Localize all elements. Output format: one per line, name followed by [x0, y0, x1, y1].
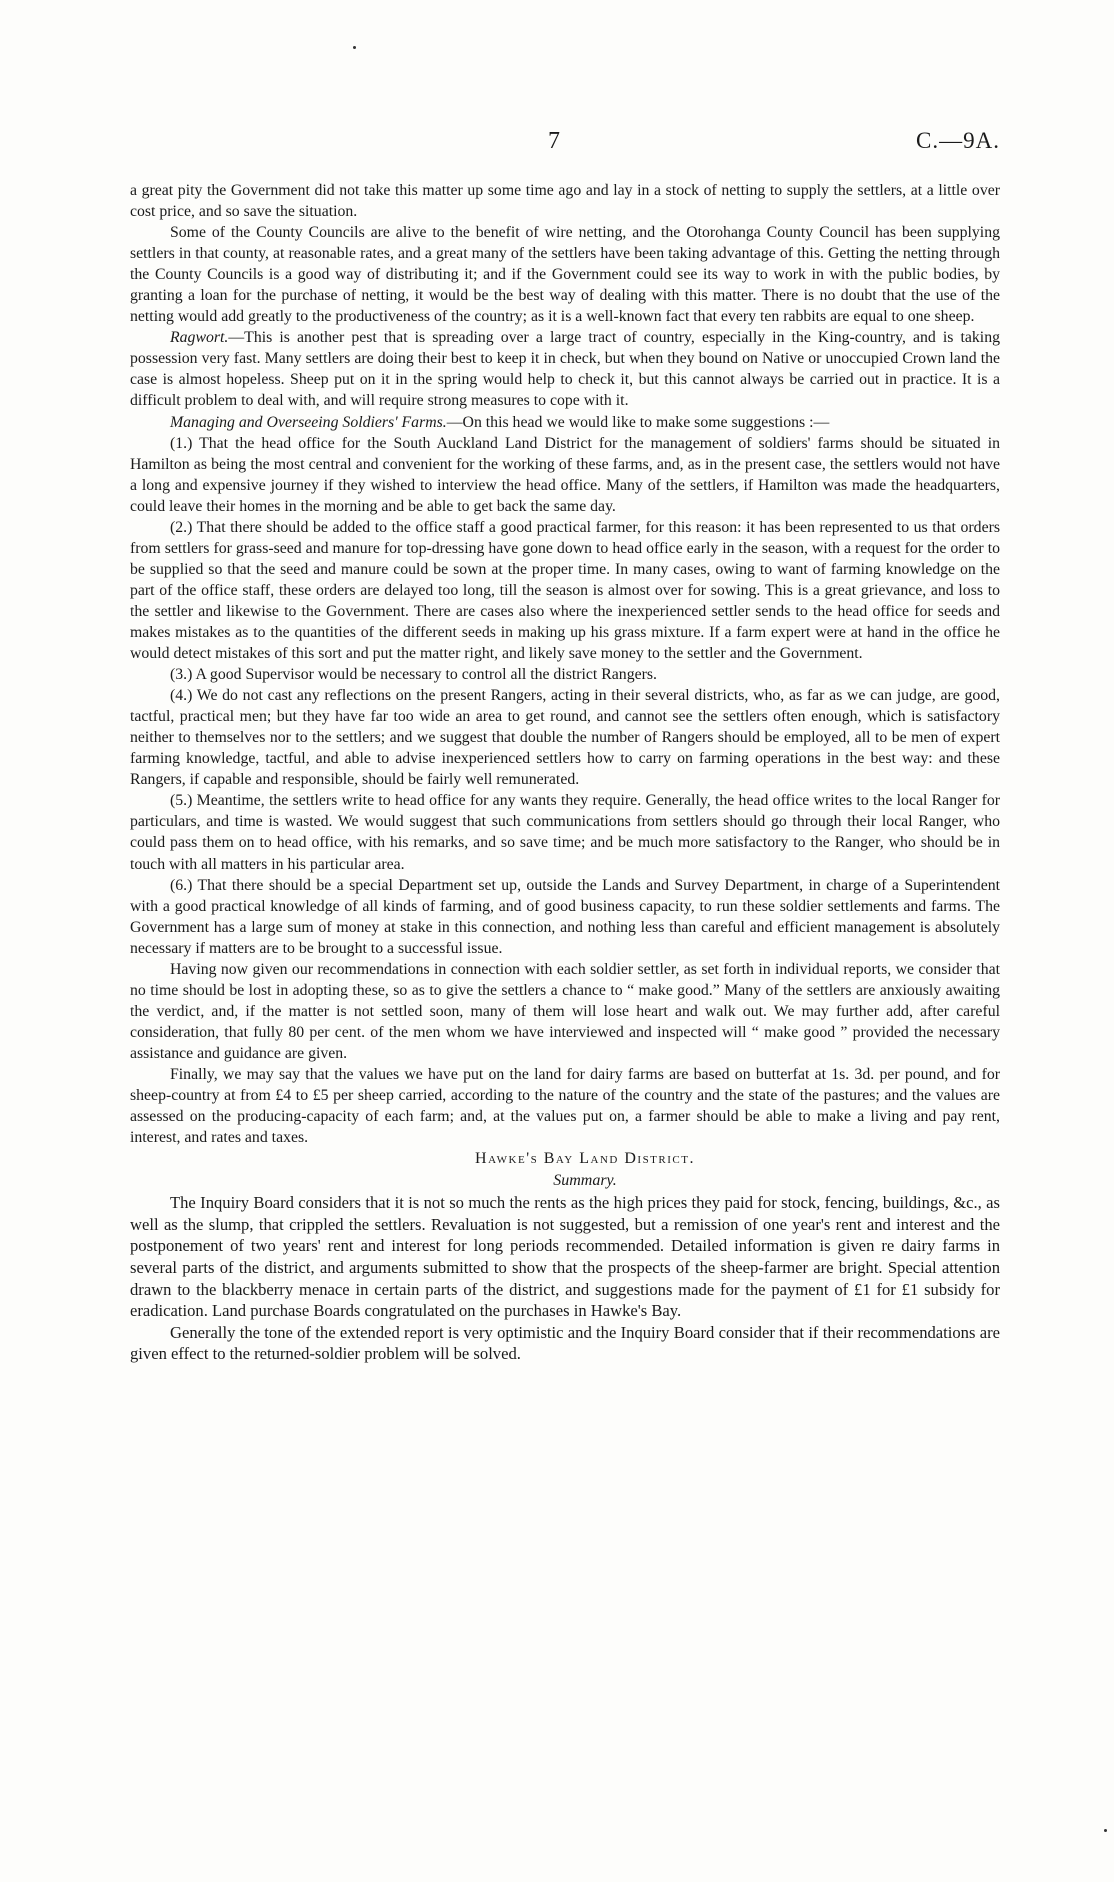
paragraph-lead: Ragwort.	[170, 329, 229, 347]
paragraph	[130, 412, 1000, 433]
paper-code: C.—9A.	[916, 128, 1000, 153]
summary-paragraph: The Inquiry Board considers that it is not so much the rents as the high prices they paid for stock, fencing, buildings, &c., as well as the slump, that crippled the settlers. Revaluation is not suggested, but a remission of one year's rent and interest and the postponement of two years' rent and interest for long periods recommended. Detailed information is given re dairy farms in several parts of the district, and arguments submitted to show that the prospects of the sheep-farmer are bright. Special attention drawn to the blackberry menace in certain parts of the district, and suggestions made for the payment of £1 for £1 subsidy for eradication. Land purchase Boards congratulated on the purchases in Hawke's Bay.	[130, 1193, 1000, 1321]
paragraph-text: —This is another pest that is spreading over a large tract of country, especially in the King-country, and is taking possession very fast. Many settlers are doing their best to keep it in check, but when they bound on Native or unoccupied Crown land the case is almost hopeless. Sheep put on it in the spring would help to check it, but this cannot always be carried out in practice. It is a difficult problem to deal with, and will require strong measures to cope with it.	[130, 329, 1000, 410]
page-number: 7	[548, 128, 560, 154]
scan-speck	[1104, 1829, 1107, 1832]
suggestion-item: (5.) Meantime, the settlers write to head office for any wants they require. Generally, the head office writes to the local Ranger for particulars, and time is wasted. We would suggest that such communications from settlers should go through their local Ranger, who could pass them on to head office, with his remarks, and so save time; and be much more satisfactory to the Ranger, who should be in touch with all matters in his particular area.	[130, 792, 1000, 873]
paragraph: Having now given our recommendations in connection with each soldier settler, as set forth in individual reports, we consider that no time should be lost in adopting these, so as to give the settlers a chance to “ make good.” Many of the settlers are anxiously awaiting the verdict, and, if the matter is not settled soon, many of them will lose heart and walk out. We may further add, after careful consideration, that fully 80 per cent. of the men whom we have interviewed and inspected will “ make good ” provided the necessary assistance and guidance are given.	[130, 960, 1000, 1062]
section-subheading: Summary.	[553, 1172, 617, 1190]
paragraph: a great pity the Government did not take this matter up some time ago and lay in a stock of netting to supply the settlers, at a little over cost price, and so save the situation.	[130, 182, 1000, 221]
paragraph: Some of the County Councils are alive to the benefit of wire netting, and the Otorohanga County Council has been supplying settlers in that county, at reasonable rates, and a great many of the settlers have been taking advantage of this. Getting the netting through the County Councils is a good way of distributing it; and if the Government could see its way to work in with the public bodies, by granting a loan for the purchase of netting, it would be the best way of dealing with this matter. There is no doubt that the use of the netting would add greatly to the productiveness of the country; as it is a well-known fact that every ten rabbits are equal to one sheep.	[130, 224, 1000, 326]
suggestion-item: (1.) That the head office for the South Auckland Land District for the management of soldiers' farms should be situated in Hamilton as being the most central and convenient for the working of these farms, and, as in the present case, the settlers would not have a long and expensive journey if they wished to interview the head office. Many of the settlers, if Hamilton was made the headquarters, could leave their homes in the morning and be able to get back the same day.	[130, 434, 1000, 515]
paragraph: Finally, we may say that the values we have put on the land for dairy farms are based on butterfat at 1s. 3d. per pound, and for sheep-country at from £4 to £5 per sheep carried, according to the nature of the country and the state of the pastures; and the values are assessed on the producing-capacity of each farm; and, at the values put on, a farmer should be able to make a living and pay rent, interest, and rates and taxes.	[130, 1065, 1000, 1147]
suggestion-item: (6.) That there should be a special Department set up, outside the Lands and Survey Department, in charge of a Superintendent with a good practical knowledge of all kinds of farming, and of good business capacity, to run these soldier settlements and farms. The Government has a large sum of money at stake in this connection, and nothing less than careful and efficient management is absolutely necessary if matters are to be brought to a successful issue.	[130, 876, 1000, 957]
paragraph	[130, 327, 1000, 411]
paragraph-lead: Managing and Overseeing Soldiers' Farms.	[170, 413, 447, 431]
scan-speck	[353, 46, 356, 49]
report-body	[130, 180, 1000, 1365]
suggestion-item: (3.) A good Supervisor would be necessary to control all the district Rangers.	[170, 666, 657, 684]
section-heading: Hawke's Bay Land District.	[475, 1150, 695, 1168]
summary-paragraph: Generally the tone of the extended report is very optimistic and the Inquiry Board consider that if their recommendations are given effect to the returned-soldier problem will be solved.	[130, 1322, 1000, 1364]
suggestion-item: (4.) We do not cast any reflections on the present Rangers, acting in their several districts, who, as far as we can judge, are good, tactful, practical men; but they have far too wide an area to get round, and cannot see the settlers often enough, which is satisfactory neither to themselves nor to the settlers; and we suggest that double the number of Rangers should be employed, all to be men of expert farming knowledge, tactful, and able to advise inexperienced settlers how to carry on farming operations in the best way: and these Rangers, if capable and responsible, should be fairly well remunerated.	[130, 687, 1000, 789]
page-header	[130, 128, 1000, 158]
paragraph-text: —On this head we would like to make some suggestions :—	[446, 413, 830, 431]
suggestion-item: (2.) That there should be added to the office staff a good practical farmer, for this reason: it has been represented to us that orders from settlers for grass-seed and manure for top-dressing have gone down to head office early in the season, with a request for the order to be supplied so that the seed and manure could be sown at the proper time. In many cases, owing to want of farming knowledge on the part of the office staff, these orders are delayed too long, till the season is almost over for sowing. This is a great grievance, and loss to the settler and likewise to the Government. There are cases also where the inexperienced settler sends to the head office for seeds and makes mistakes as to the quantities of the different seeds in making up his grass mixture. If a farm expert were at hand in the office he would detect mistakes of this sort and put the matter right, and likely save money to the settler and the Government.	[130, 518, 1000, 663]
